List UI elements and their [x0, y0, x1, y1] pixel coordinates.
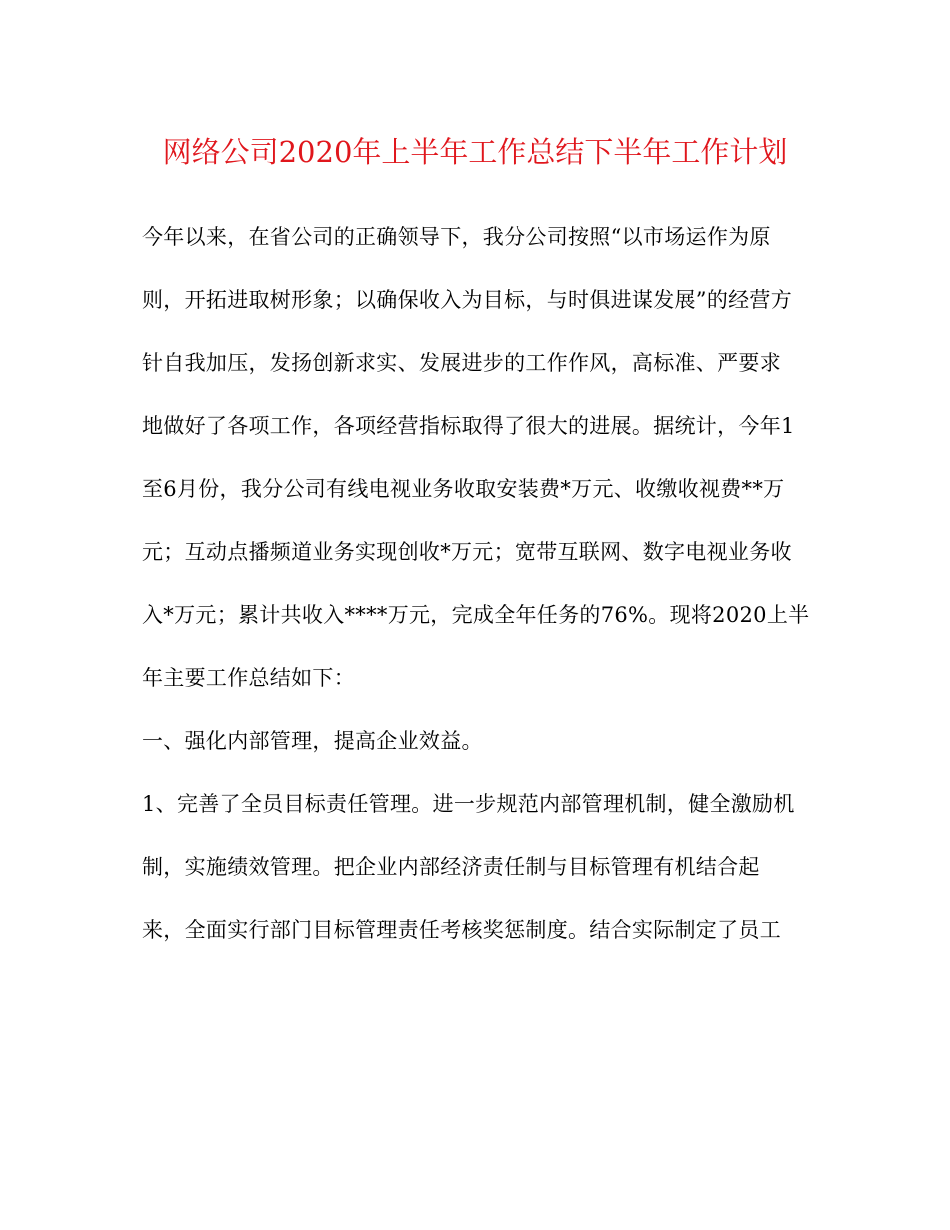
body-line: 至6月份，我分公司有线电视业务收取安装费*万元、收缴收视费**万 [142, 477, 785, 501]
section-heading: 一、强化内部管理，提高企业效益。 [142, 729, 483, 753]
body-line: 年主要工作总结如下： [142, 666, 355, 690]
document-body [142, 206, 812, 962]
body-line: 入*万元；累计共收入****万元，完成全年任务的76%。现将2020上半 [142, 603, 810, 627]
body-line: 则，开拓进取树形象；以确保收入为目标，与时俱进谋发展”的经营方 [142, 288, 793, 312]
body-line: 制，实施绩效管理。把企业内部经济责任制与目标管理有机结合起 [142, 855, 760, 879]
body-line: 来，全面实行部门目标管理责任考核奖惩制度。结合实际制定了员工 [142, 918, 781, 942]
body-line: 今年以来，在省公司的正确领导下，我分公司按照“以市场运作为原 [142, 225, 771, 249]
body-line: 1、完善了全员目标责任管理。进一步规范内部管理机制，健全激励机 [142, 792, 795, 816]
body-line: 元；互动点播频道业务实现创收*万元；宽带互联网、数字电视业务收 [142, 540, 792, 564]
document-title: 网络公司2020年上半年工作总结下半年工作计划 [162, 135, 788, 169]
body-line: 地做好了各项工作，各项经营指标取得了很大的进展。据统计，今年1 [142, 414, 795, 438]
body-line: 针自我加压，发扬创新求实、发展进步的工作作风，高标准、严要求 [142, 351, 781, 375]
